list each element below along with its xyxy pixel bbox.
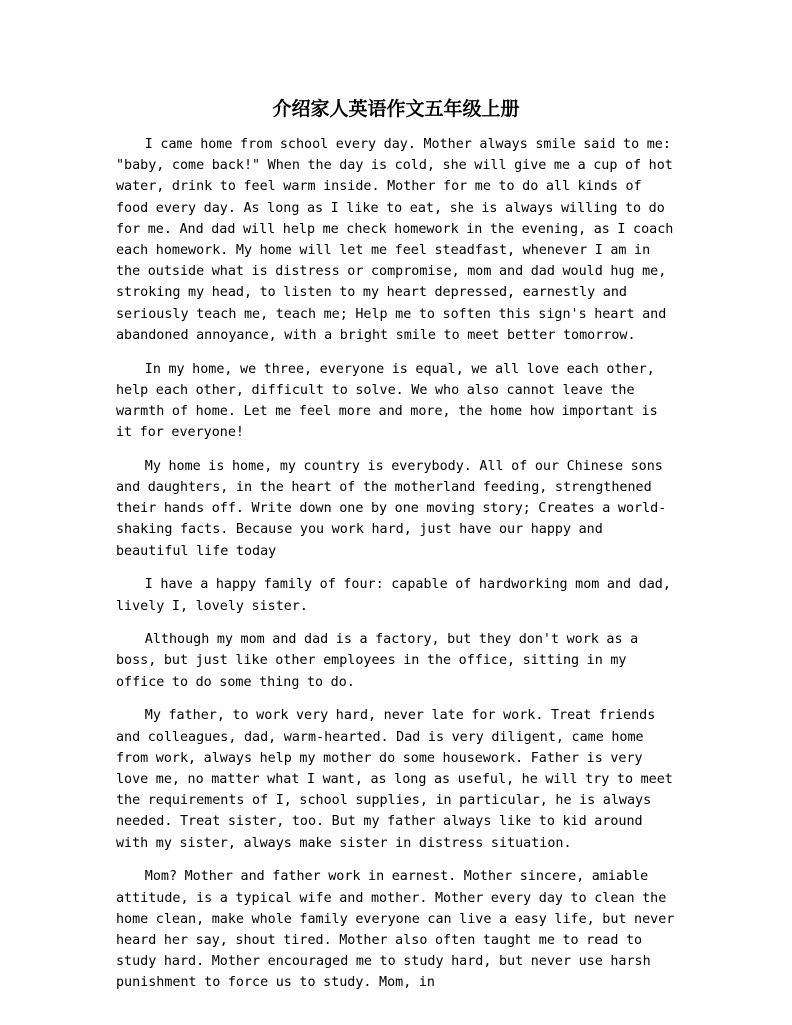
paragraph-3: My home is home, my country is everybody. All of our Chinese sons and daughters, in the heart of the motherland feeding, strengthened their hands off. Write down one by one moving story; Creates a world-shaking facts. Because you work hard, just have our happy and beautiful life today [116,458,667,559]
paragraph-7: Mom? Mother and father work in earnest. Mother sincere, amiable attitude, is a typical wife and mother. Mother every day to clean the home clean, make whole family everyone can live a easy life, but never heard her say, shout tired. Mother also often taught me to read to study hard. Mother encouraged me to study hard, but never use harsh punishment to force us to study. Mom, in [116,869,675,991]
paragraph-5: Although my mom and dad is a factory, but they don't work as a boss, but just like other employees in the office, sitting in my office to do some thing to do. [116,632,639,690]
paragraph-6: My father, to work very hard, never late for work. Treat friends and colleagues, dad, warm-hearted. Dad is very diligent, came home from work, always help my mother do some housework. Father is very love me, no matter what I want, as long as useful, he will try to meet the requirements of I, school supplies, in particular, he is always needed. Treat sister, too. But my father always like to kid around with my sister, always make sister in distress situation. [116,708,673,851]
paragraph-4: I have a happy family of four: capable of hardworking mom and dad, lively I, lovely sister. [116,577,671,614]
paragraph-1: I came home from school every day. Mother always smile said to me: "baby, come back!" When the day is cold, she will give me a cup of hot water, drink to feel warm inside. Mother for me to do all kinds of food every day. As long as I like to eat, she is always willing to do for me. And dad will help me check homework in the evening, as I coach each homework. My home will let me feel steadfast, whenever I am in the outside what is distress or compromise, mom and dad would hug me, stroking my head, to listen to my heart depressed, earnestly and seriously teach me, teach me; Help me to soften this sign's heart and abandoned annoyance, with a bright smile to meet better tomorrow. [116,137,674,343]
document-title: 介绍家人英语作文五年级上册 [272,98,520,120]
document-body [116,134,676,1006]
paragraph-2: In my home, we three, everyone is equal, we all love each other, help each other, difficult to solve. We who also cannot leave the warmth of home. Let me feel more and more, the home how important is it for everyone! [116,361,658,441]
